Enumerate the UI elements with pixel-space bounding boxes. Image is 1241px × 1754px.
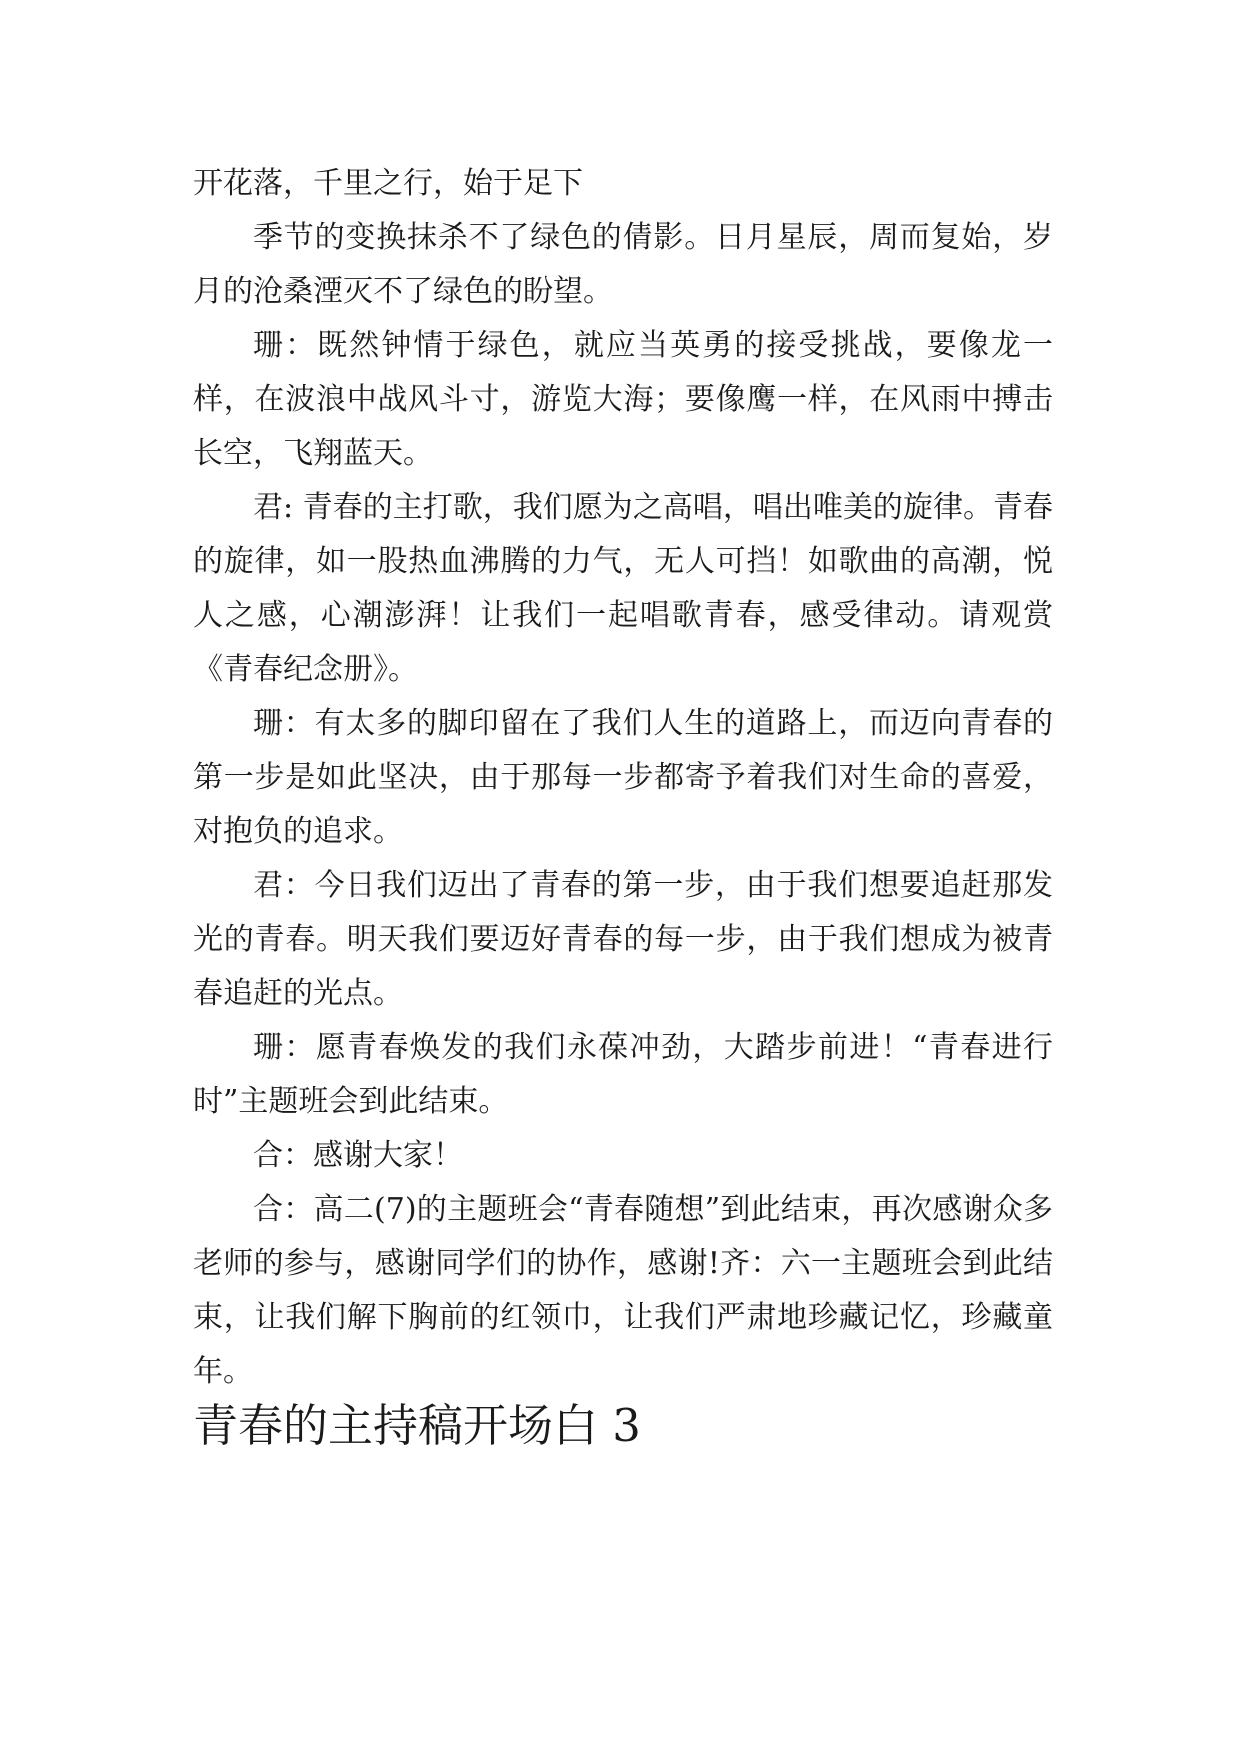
document-page — [193, 157, 1053, 1453]
paragraph-7: 珊：愿青春焕发的我们永葆冲劲，大踏步前进！“青春进行时”主题班会到此结束。 — [193, 1030, 1053, 1119]
paragraph-9: 合：高二(7)的主题班会“青春随想”到此结束，再次感谢众多老师的参与，感谢同学们的协作，感谢!齐：六一主题班会到此结束，让我们解下胸前的红领巾，让我们严肃地珍藏记忆，珍藏童年。 — [193, 1192, 1053, 1389]
paragraph-4: 君: 青春的主打歌，我们愿为之高唱，唱出唯美的旋律。青春的旋律，如一股热血沸腾的力气，无人可挡！如歌曲的高潮，悦人之感，心潮澎湃！让我们一起唱歌青春，感受律动。请观赏《青春纪念册》。 — [193, 490, 1053, 687]
paragraph-6: 君：今日我们迈出了青春的第一步，由于我们想要追赶那发光的青春。明天我们要迈好青春的每一步，由于我们想成为被青春追赶的光点。 — [193, 868, 1053, 1011]
paragraph-1: 开花落，千里之行，始于足下 — [193, 166, 583, 201]
section-heading: 青春的主持稿开场白 3 — [193, 1399, 641, 1452]
paragraph-8: 合：感谢大家！ — [253, 1138, 463, 1173]
paragraph-2: 季节的变换抹杀不了绿色的倩影。日月星辰，周而复始，岁月的沧桑湮灭不了绿色的盼望。 — [193, 220, 1053, 309]
paragraph-5: 珊：有太多的脚印留在了我们人生的道路上，而迈向青春的第一步是如此坚决，由于那每一步都寄予着我们对生命的喜爱，对抱负的追求。 — [193, 706, 1053, 849]
paragraph-3: 珊：既然钟情于绿色，就应当英勇的接受挑战，要像龙一样，在波浪中战风斗寸，游览大海；要像鹰一样，在风雨中搏击长空，飞翔蓝天。 — [193, 328, 1053, 471]
